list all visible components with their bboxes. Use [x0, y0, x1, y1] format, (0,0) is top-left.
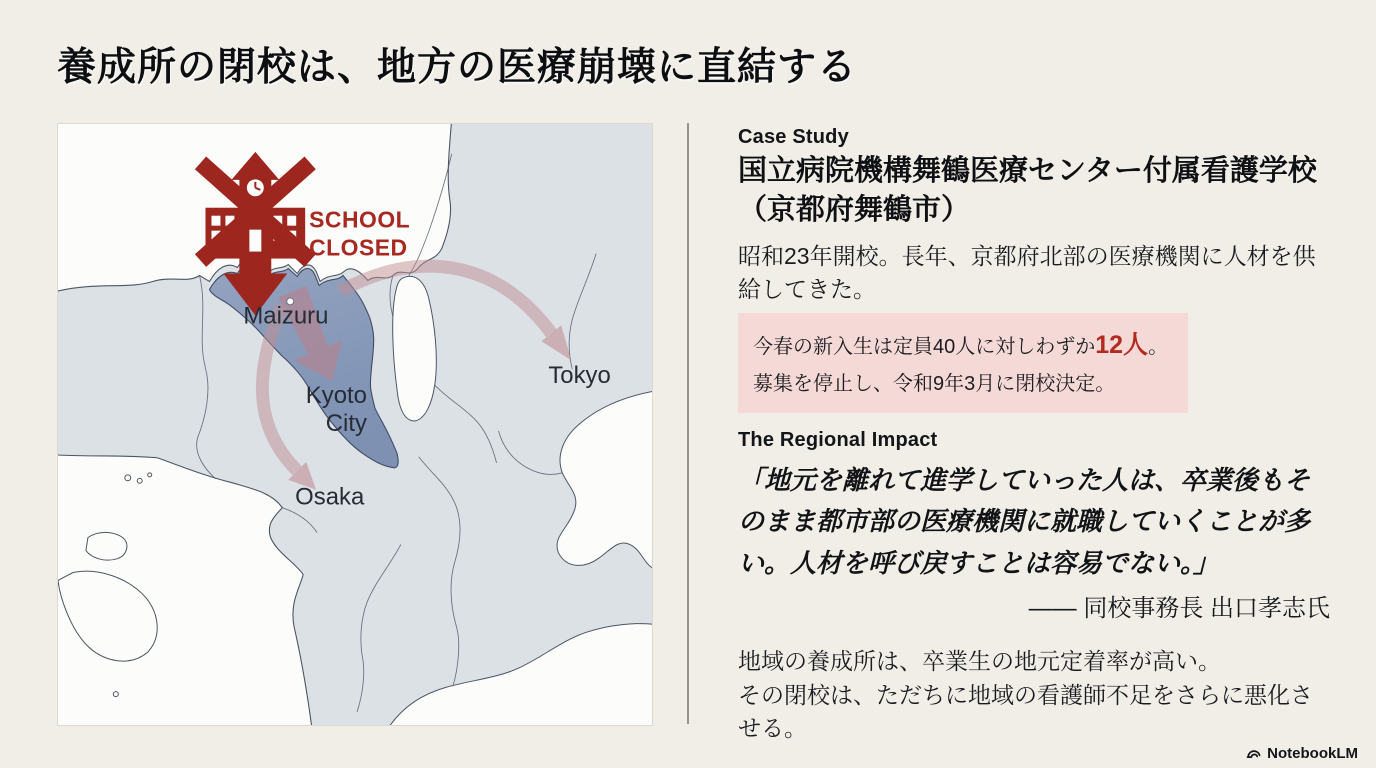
highlight-line2: 募集を停止し、令和9年3月に閉校決定。 [753, 373, 1116, 396]
highlight-line1-post: 。 [1148, 336, 1169, 359]
highlight-line1-pre: 今春の新入生は定員40人に対しわずか [753, 336, 1096, 359]
highlight-emphasis: 12人 [1095, 331, 1149, 360]
badge-line2: CLOSED [309, 234, 408, 261]
label-osaka: Osaka [295, 483, 365, 511]
conclusion-line1: 地域の養成所は、卒業生の地元定着率が高い。 [738, 648, 1221, 675]
school-closed-badge [309, 207, 410, 261]
label-kyoto-line2: City [325, 409, 367, 437]
label-kyoto-line1: Kyoto [305, 382, 367, 410]
conclusion-line2: その閉校は、ただちに地域の看護師不足をさらに悪化させる。 [738, 681, 1313, 742]
page-title: 養成所の閉校は、地方の医療崩壊に直結する [57, 46, 858, 89]
conclusion-text [738, 645, 1326, 745]
column-divider [687, 123, 689, 724]
school-name-line1: 国立病院機構舞鶴医療センター付属看護学校 [738, 155, 1317, 187]
label-maizuru: Maizuru [243, 302, 329, 330]
label-tokyo: Tokyo [548, 362, 611, 390]
school-name-line2: （京都府舞鶴市） [738, 194, 971, 227]
badge-line1: SCHOOL [309, 206, 411, 233]
school-name [738, 152, 1338, 231]
case-study-label: Case Study [738, 126, 849, 148]
impact-quote: 「地元を離れて進学していった人は、卒業後もそのまま都市部の医療機関に就職していくことが多い。人材を呼び戻すことは容易でない。」 [738, 464, 1311, 578]
school-history-text: 昭和23年開校。長年、京都府北部の医療機関に人材を供給してきた。 [738, 242, 1316, 302]
notebooklm-icon [1245, 745, 1262, 762]
content-column [738, 126, 1338, 745]
region-map [57, 123, 653, 726]
brand-label: NotebookLM [1267, 745, 1358, 762]
highlight-line1 [753, 324, 1173, 367]
regional-impact-label: The Regional Impact [738, 428, 938, 451]
enrollment-highlight-box [738, 313, 1188, 412]
quote-attribution: ―― 同校事務長 出口孝志氏 [1028, 595, 1330, 623]
notebooklm-brand [1245, 745, 1358, 762]
map-illustration [58, 124, 652, 725]
